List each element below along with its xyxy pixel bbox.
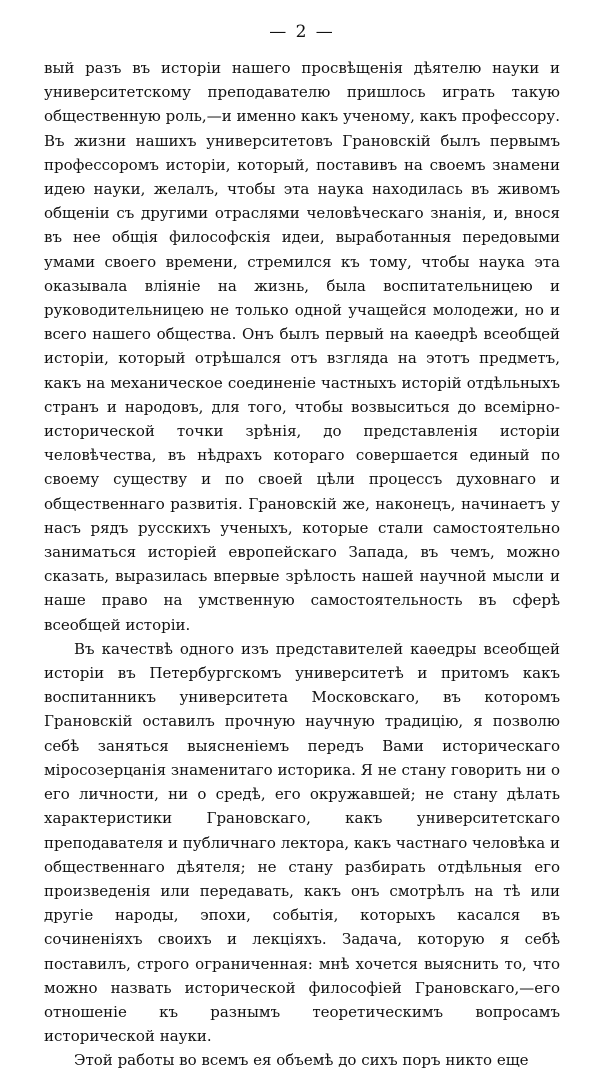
paragraph-2: Въ качествѣ одного изъ представителей каѳедры всеобщей исторіи въ Петербургскомъ университетѣ и притомъ какъ воспитанникъ университета Московскаго, въ которомъ Грановскій оставилъ прочную научную традицію, я позволю себѣ заняться выясненіемъ передъ Вами историческаго міросозерцанія знаменитаго историка. Я не стану говорить ни о его личности, ни о средѣ, его окружавшей; не стану дѣлать характеристики Грановскаго, какъ университетскаго преподавателя и публичнаго лектора, какъ частнаго человѣка и общественнаго дѣятеля; не стану разбирать отдѣльныя его произведенія или передавать, какъ онъ смотрѣлъ на тѣ или другіе народы, эпохи, событія, которыхъ касался въ сочиненіяхъ своихъ и лекціяхъ. Задача, которую я себѣ поставилъ, строго ограниченная: мнѣ хочется выяснить то, что можно назвать исторической философіей Грановскаго,—его отношеніе къ разнымъ теоретическимъ вопросамъ исторической науки. — [44, 639, 560, 1046]
paragraph-3: Этой работы во всемъ ея объемѣ до сихъ поръ никто еще — [74, 1051, 529, 1070]
paragraph-1: вый разъ въ исторіи нашего просвѣщенія дѣятелю науки и университетскому преподавателю пришлось играть такую общественную роль,—и именно какъ ученому, какъ профессору. Въ жизни нашихъ университетовъ Грановскій былъ первымъ профессоромъ исторіи, который, поставивъ на своемъ знамени идею науки, желалъ, чтобы эта наука находилась въ живомъ общеніи съ другими отраслями человѣческаго знанія, и, внося въ нее общія философскія идеи, выработанныя передовыми умами своего времени, стремился къ тому, чтобы наука эта оказывала вліяніе на жизнь, была воспитательницею и руководительницею не только одной учащейся молодежи, но и всего нашего общества. Онъ былъ первый на каѳедрѣ всеобщей исторіи, который отрѣшался отъ взгляда на этотъ предметъ, какъ на механическое соединеніе частныхъ исторій отдѣльныхъ странъ и народовъ, для того, чтобы возвыситься до всемірно-исторической точки зрѣнія, до представленія исторіи человѣчества, въ нѣдрахъ котораго совершается единый по своему существу и по своей цѣли процессъ духовнаго и общественнаго развитія. Грановскій же, наконецъ, начинаетъ у насъ рядъ русскихъ ученыхъ, которые стали самостоятельно заниматься исторіей европейскаго Запада, въ чемъ, можно сказать, выразилась впервые зрѣлость нашей научной мысли и наше право на умственную самостоятельность въ сферѣ всеобщей исторіи. — [44, 59, 560, 634]
page-number: — 2 — — [269, 22, 335, 42]
